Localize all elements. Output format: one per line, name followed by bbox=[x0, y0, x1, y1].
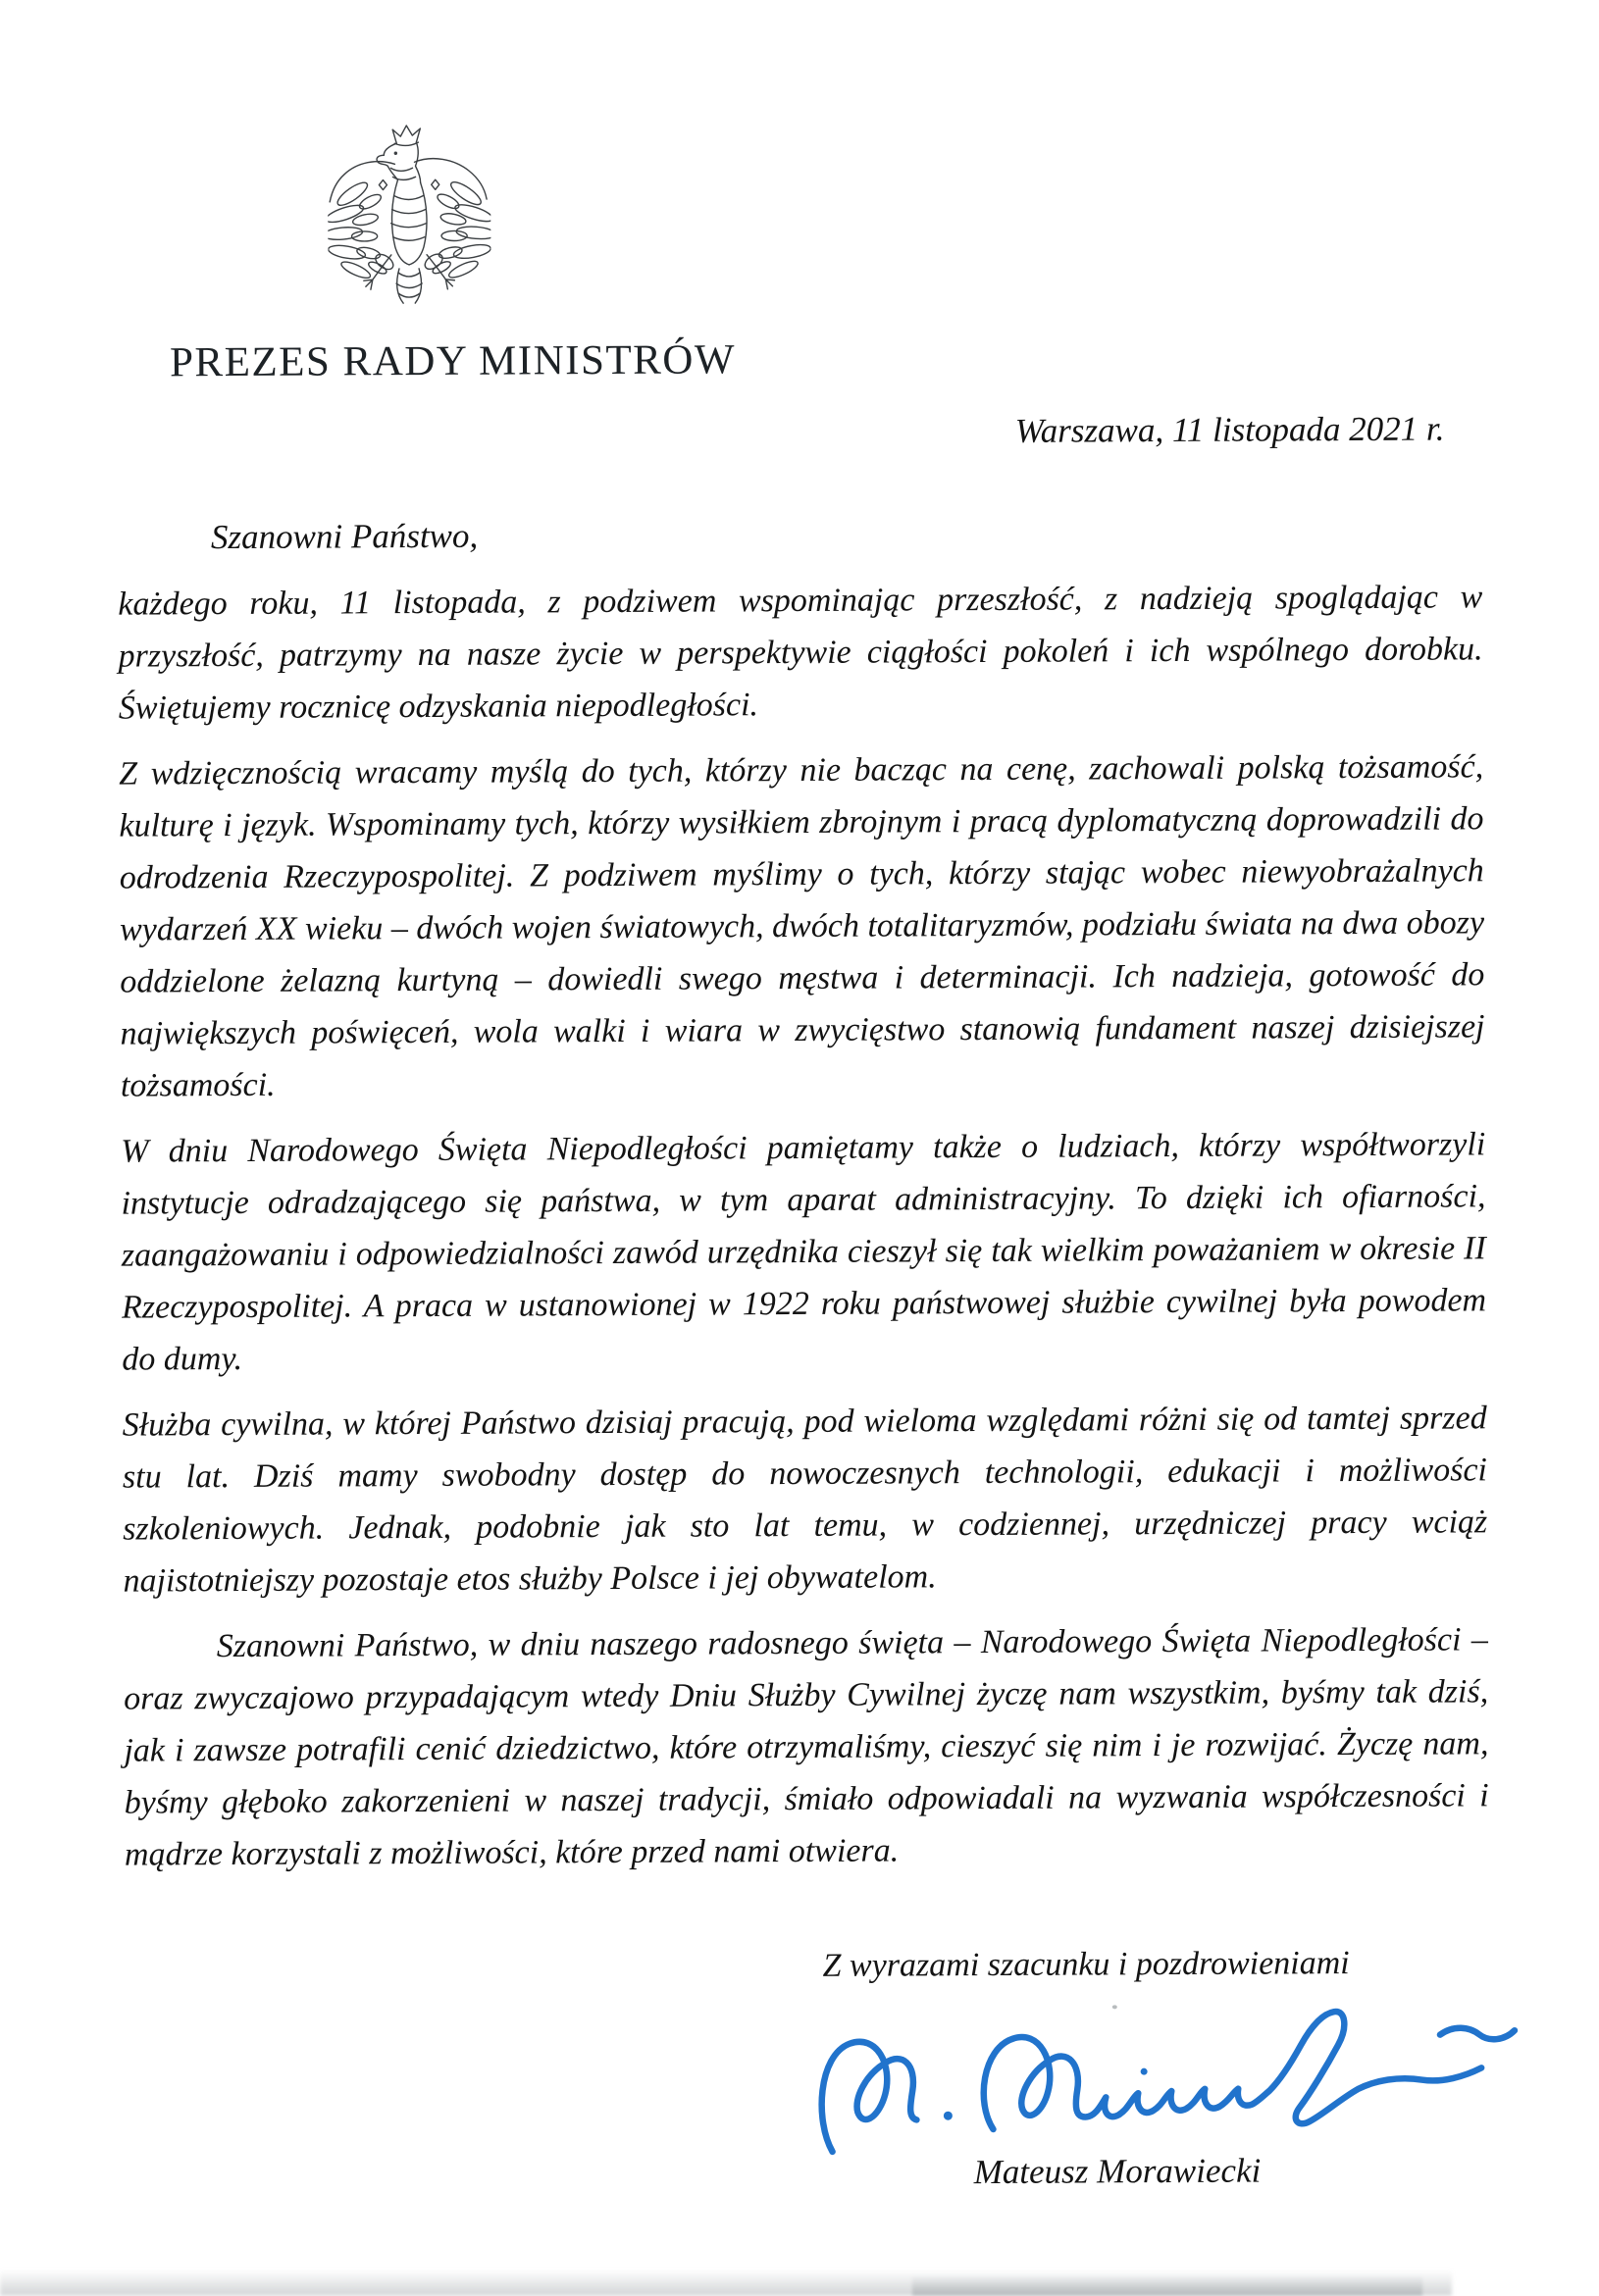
scan-speck bbox=[1112, 2005, 1117, 2009]
letter-paragraph: Z wdzięcznością wracamy myślą do tych, którzy nie bacząc na cenę, zachowali polską tożsamość, kulturę i język. Wspominamy tych, którzy wysiłkiem zbrojnym i pracą dyplomatyczną doprowadzili do odrodzenia Rzeczypospolitej. Z podziwem myślimy o tych, którzy stając wobec niewyobrażalnych wydarzeń XX wieku – dwóch wojen światowych, dwóch totalitaryzmów, podziału świata na dwa obozy oddzielone żelazną kurtyną – dowiedli swego męstwa i determinacji. Ich nadzieja, gotowość do największych poświęceń, wola walki i wiara w zwycięstwo stanowią fundament naszej dzisiejszej tożsamości. bbox=[119, 748, 1485, 1104]
valediction: Z wyrazami szacunku i pozdrowieniami bbox=[822, 1945, 1350, 1984]
handwritten-signature bbox=[810, 1999, 1539, 2168]
letter-body bbox=[118, 571, 1489, 1894]
letter-paragraph: każdego roku, 11 listopada, z podziwem wspominając przeszłość, z nadzieją spoglądając w przyszłość, patrzymy na nasze życie w perspektywie ciągłości pokoleń i ich wspólnego dorobku. Świętujemy rocznicę odzyskania niepodległości. bbox=[118, 579, 1483, 727]
signatory-name: Mateusz Morawiecki bbox=[973, 2151, 1262, 2192]
letter-paragraph: Szanowni Państwo, w dniu naszego radosnego święta – Narodowego Święta Niepodległości – oraz zwyczajowo przypadającym wtedy Dniu Służby Cywilnej życzę nam wszystkim, byśmy tak dziś, jak i zawsze potrafili cenić dziedzictwo, które otrzymaliśmy, cieszyć się nim i je rozwijać. Życzę nam, byśmy głęboko zakorzenieni w naszej tradycji, śmiało odpowiadali na wyzwania współczesności i mądrze korzystali z możliwości, które przed nami otwiera. bbox=[124, 1621, 1489, 1873]
polish-eagle-emblem-icon bbox=[328, 122, 491, 307]
salutation: Szanowni Państwo, bbox=[210, 516, 479, 557]
letter-paragraph: Służba cywilna, w której Państwo dzisiaj pracują, pod wieloma względami różni się od tamtej sprzed stu lat. Dziś mamy swobodny dostęp do nowoczesnych technologii, edukacji i możliwości szkoleniowych. Jednak, podobnie jak sto lat temu, w codziennej, urzędniczej pracy wciąż najistotniejszy pozostaje etos służby Polsce i jej obywatelom. bbox=[122, 1400, 1488, 1600]
sender-title: PREZES RADY MINISTRÓW bbox=[169, 336, 737, 386]
scan-edge-artifact bbox=[912, 2275, 1422, 2296]
dateline: Warszawa, 11 listopada 2021 r. bbox=[1014, 409, 1445, 450]
letter-paragraph: W dniu Narodowego Święta Niepodległości pamiętamy także o ludziach, którzy współtworzyli instytucje odradzającego się państwa, w tym aparat administracyjny. To dzięki ich ofiarności, zaangażowaniu i odpowiedzialności zawód urzędnika cieszył się tak wielkim poważaniem w okresie II Rzeczypospolitej. A praca w ustanowionej w 1922 roku państwowej służbie cywilnej była powodem do dumy. bbox=[121, 1126, 1487, 1378]
